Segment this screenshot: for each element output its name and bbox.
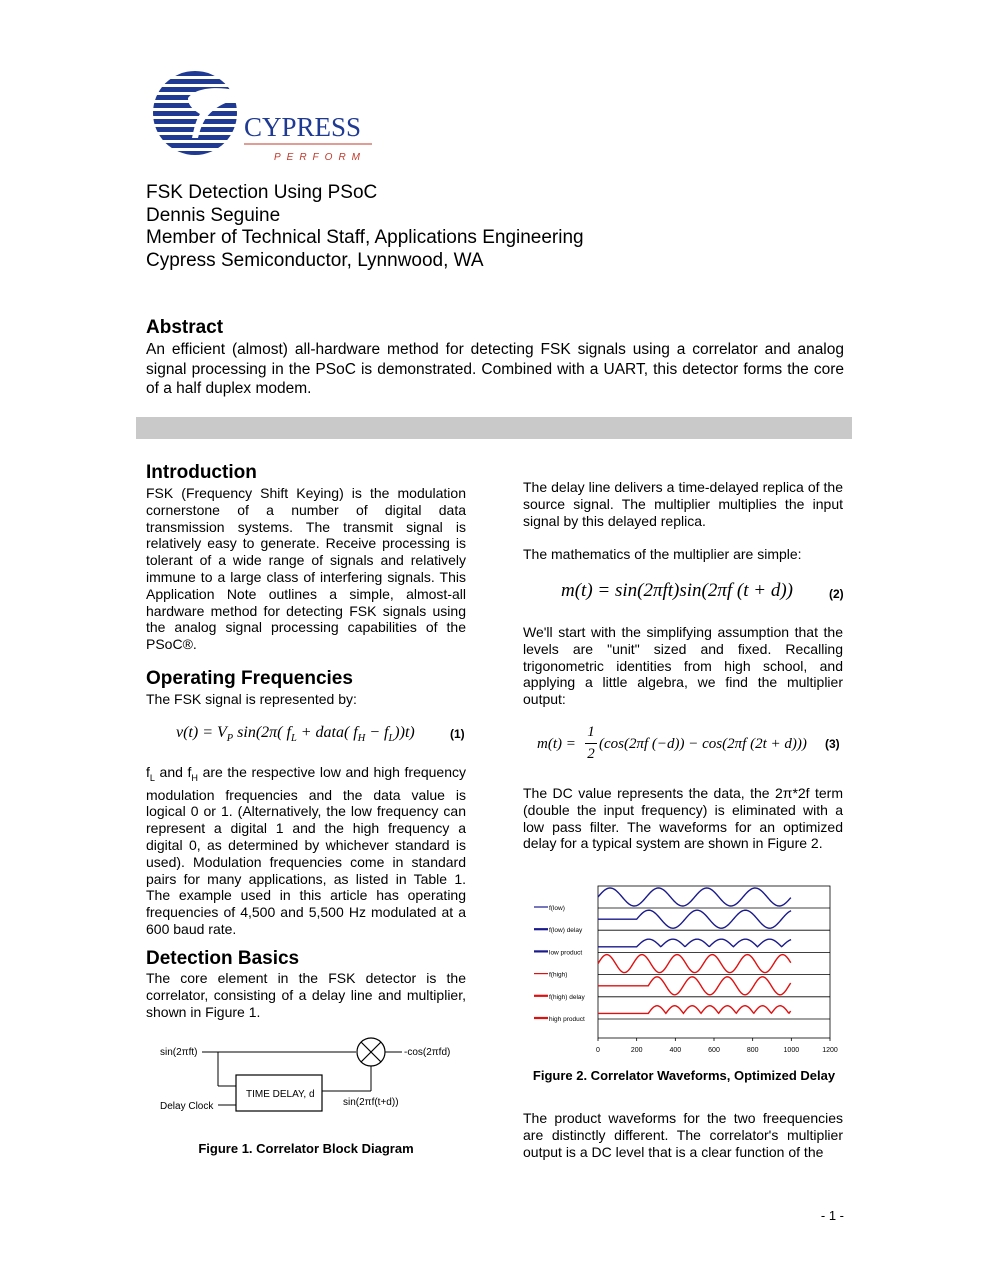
logo-tagline: PERFORM <box>274 152 366 163</box>
fraction-bar <box>585 743 597 744</box>
x-tick-label-6: 1000 <box>783 1047 800 1054</box>
detection-text: The core element in the FSK detector is the correlator, consisting of a delay line and multiplier, shown in Figure 1. <box>146 970 466 1020</box>
intro-text: FSK (Frequency Shift Keying) is the modulation cornerstone of a number of digital data transmission systems. The transmit signal is relatively easy to generate. Receive processing is tolerant of a wide range of signals and relatively immune to a large class of interfering signals. This Application Note outlines a simple, almost-all hardware method for detecting FSK signals using the analog signal processing capabilities of the PSoC®. <box>146 485 466 653</box>
x-tick-label-2: 200 <box>630 1047 643 1054</box>
right-para-5: The product waveforms for the two freequencies are distinctly different. The correlator's multiplier output is a DC level that is a clear function of the <box>523 1110 843 1160</box>
fig1-input-label: sin(2πft) <box>160 1047 198 1058</box>
fig1-delay-label: TIME DELAY, d <box>246 1089 315 1100</box>
legend-label-2: f(low) delay <box>549 927 583 935</box>
equation-2-body: m(t) = sin(2πft)sin(2πf (t + d)) <box>561 580 794 601</box>
title-block <box>146 182 584 272</box>
opfreq-lead: The FSK signal is represented by: <box>146 691 357 707</box>
page-number: - 1 - <box>820 1208 844 1223</box>
logo-brand: CYPRESS <box>244 112 362 142</box>
author-position: Member of Technical Staff, Applications Engineering <box>146 227 584 248</box>
legend-label-5: f(high) delay <box>549 993 585 1001</box>
equation-1: $v(t) = V_P$ sin(2π( $f_L$ + data( $f_H - f_L))t$) (1) <box>176 724 465 745</box>
fig1-output-label: -cos(2πfd) <box>404 1047 451 1058</box>
paper-title: FSK Detection Using PSoC <box>146 182 378 203</box>
right-para-4: The DC value represents the data, the 2π*2f term (double the input frequency) is eliminated with a low pass filter. The waveforms for an optimized delay for a typical system are shown in Figure 2. <box>523 785 843 852</box>
right-para-3: We'll start with the simplifying assumption that the levels are "unit" sized and fixed. Recalling trigonometric identities from high school, and applying a little algebra, we find the multiplier output: <box>523 624 843 708</box>
x-tick-label-3: 400 <box>669 1047 682 1054</box>
author-name: Dennis Seguine <box>146 204 281 226</box>
x-tick-label-1: 0 <box>596 1047 600 1054</box>
equation-3-lhs: m(t) = <box>537 736 576 752</box>
equation-1-number: (1) <box>450 727 465 741</box>
equation-3-rhs: (cos(2πf (−d)) − cos(2πf (2t + d))) <box>599 736 807 752</box>
section-divider <box>136 417 852 439</box>
cypress-logo <box>140 68 380 168</box>
author-affiliation: Cypress Semiconductor, Lynnwood, WA <box>146 249 484 271</box>
figure-1-block-diagram <box>150 1035 470 1125</box>
legend-label-1: f(low) <box>549 905 565 912</box>
opfreq-text: $f_L$ and $f_H$ are the respective low and high frequency modulation frequencies and the data value is logical 0 or 1. (Alternatively, the low frequency can represent a digital 1 and the high frequency a digital 0, as determined by whichever standard is used). Modulation frequencies come in standard pairs for many applications, as listed in Table 1. The example used in this article has operating frequencies of 4,500 and 5,500 Hz modulated at a 600 baud rate. <box>146 764 467 937</box>
cypress-logo-graphic <box>140 68 380 168</box>
legend-label-4: f(high) <box>549 971 568 979</box>
figure-1-caption: Figure 1. Correlator Block Diagram <box>198 1141 414 1156</box>
equation-2-number: (2) <box>829 587 844 601</box>
abstract-text: An efficient (almost) all-hardware method for detecting FSK signals using a correlator and analog signal processing in the PSoC is demonstrated. Combined with a UART, this detector forms the core of a half duplex modem. <box>146 341 844 397</box>
x-tick-label-5: 800 <box>746 1047 759 1054</box>
equation-3 <box>523 724 843 770</box>
figure-2-chart <box>528 880 848 1060</box>
right-para-2: The mathematics of the multiplier are simple: <box>523 546 802 562</box>
right-para-1: The delay line delivers a time-delayed replica of the source signal. The multiplier multiplies the input signal by this delayed replica. <box>523 479 843 529</box>
equation-2 <box>523 580 843 608</box>
legend-label-6: high product <box>549 1016 585 1023</box>
waveform-chart-svg <box>528 880 848 1060</box>
fig1-clock-label: Delay Clock <box>160 1101 214 1112</box>
intro-heading: Introduction <box>146 462 257 483</box>
detection-heading: Detection Basics <box>146 948 300 969</box>
abstract-heading: Abstract <box>146 317 224 338</box>
fig1-delayed-label: sin(2πf(t+d)) <box>343 1097 399 1108</box>
equation-3-denominator: 2 <box>587 746 595 762</box>
opfreq-heading: Operating Frequencies <box>146 668 353 689</box>
equation-3-numerator: 1 <box>587 724 595 740</box>
figure-2-caption: Figure 2. Correlator Waveforms, Optimized Delay <box>532 1068 836 1083</box>
plot-area <box>598 886 830 1038</box>
legend-label-3: low product <box>549 949 583 957</box>
x-tick-label-7: 1200 <box>822 1047 838 1054</box>
block-diagram-svg <box>150 1035 470 1125</box>
equation-3-number: (3) <box>825 737 840 751</box>
x-tick-label-4: 600 <box>708 1047 720 1054</box>
